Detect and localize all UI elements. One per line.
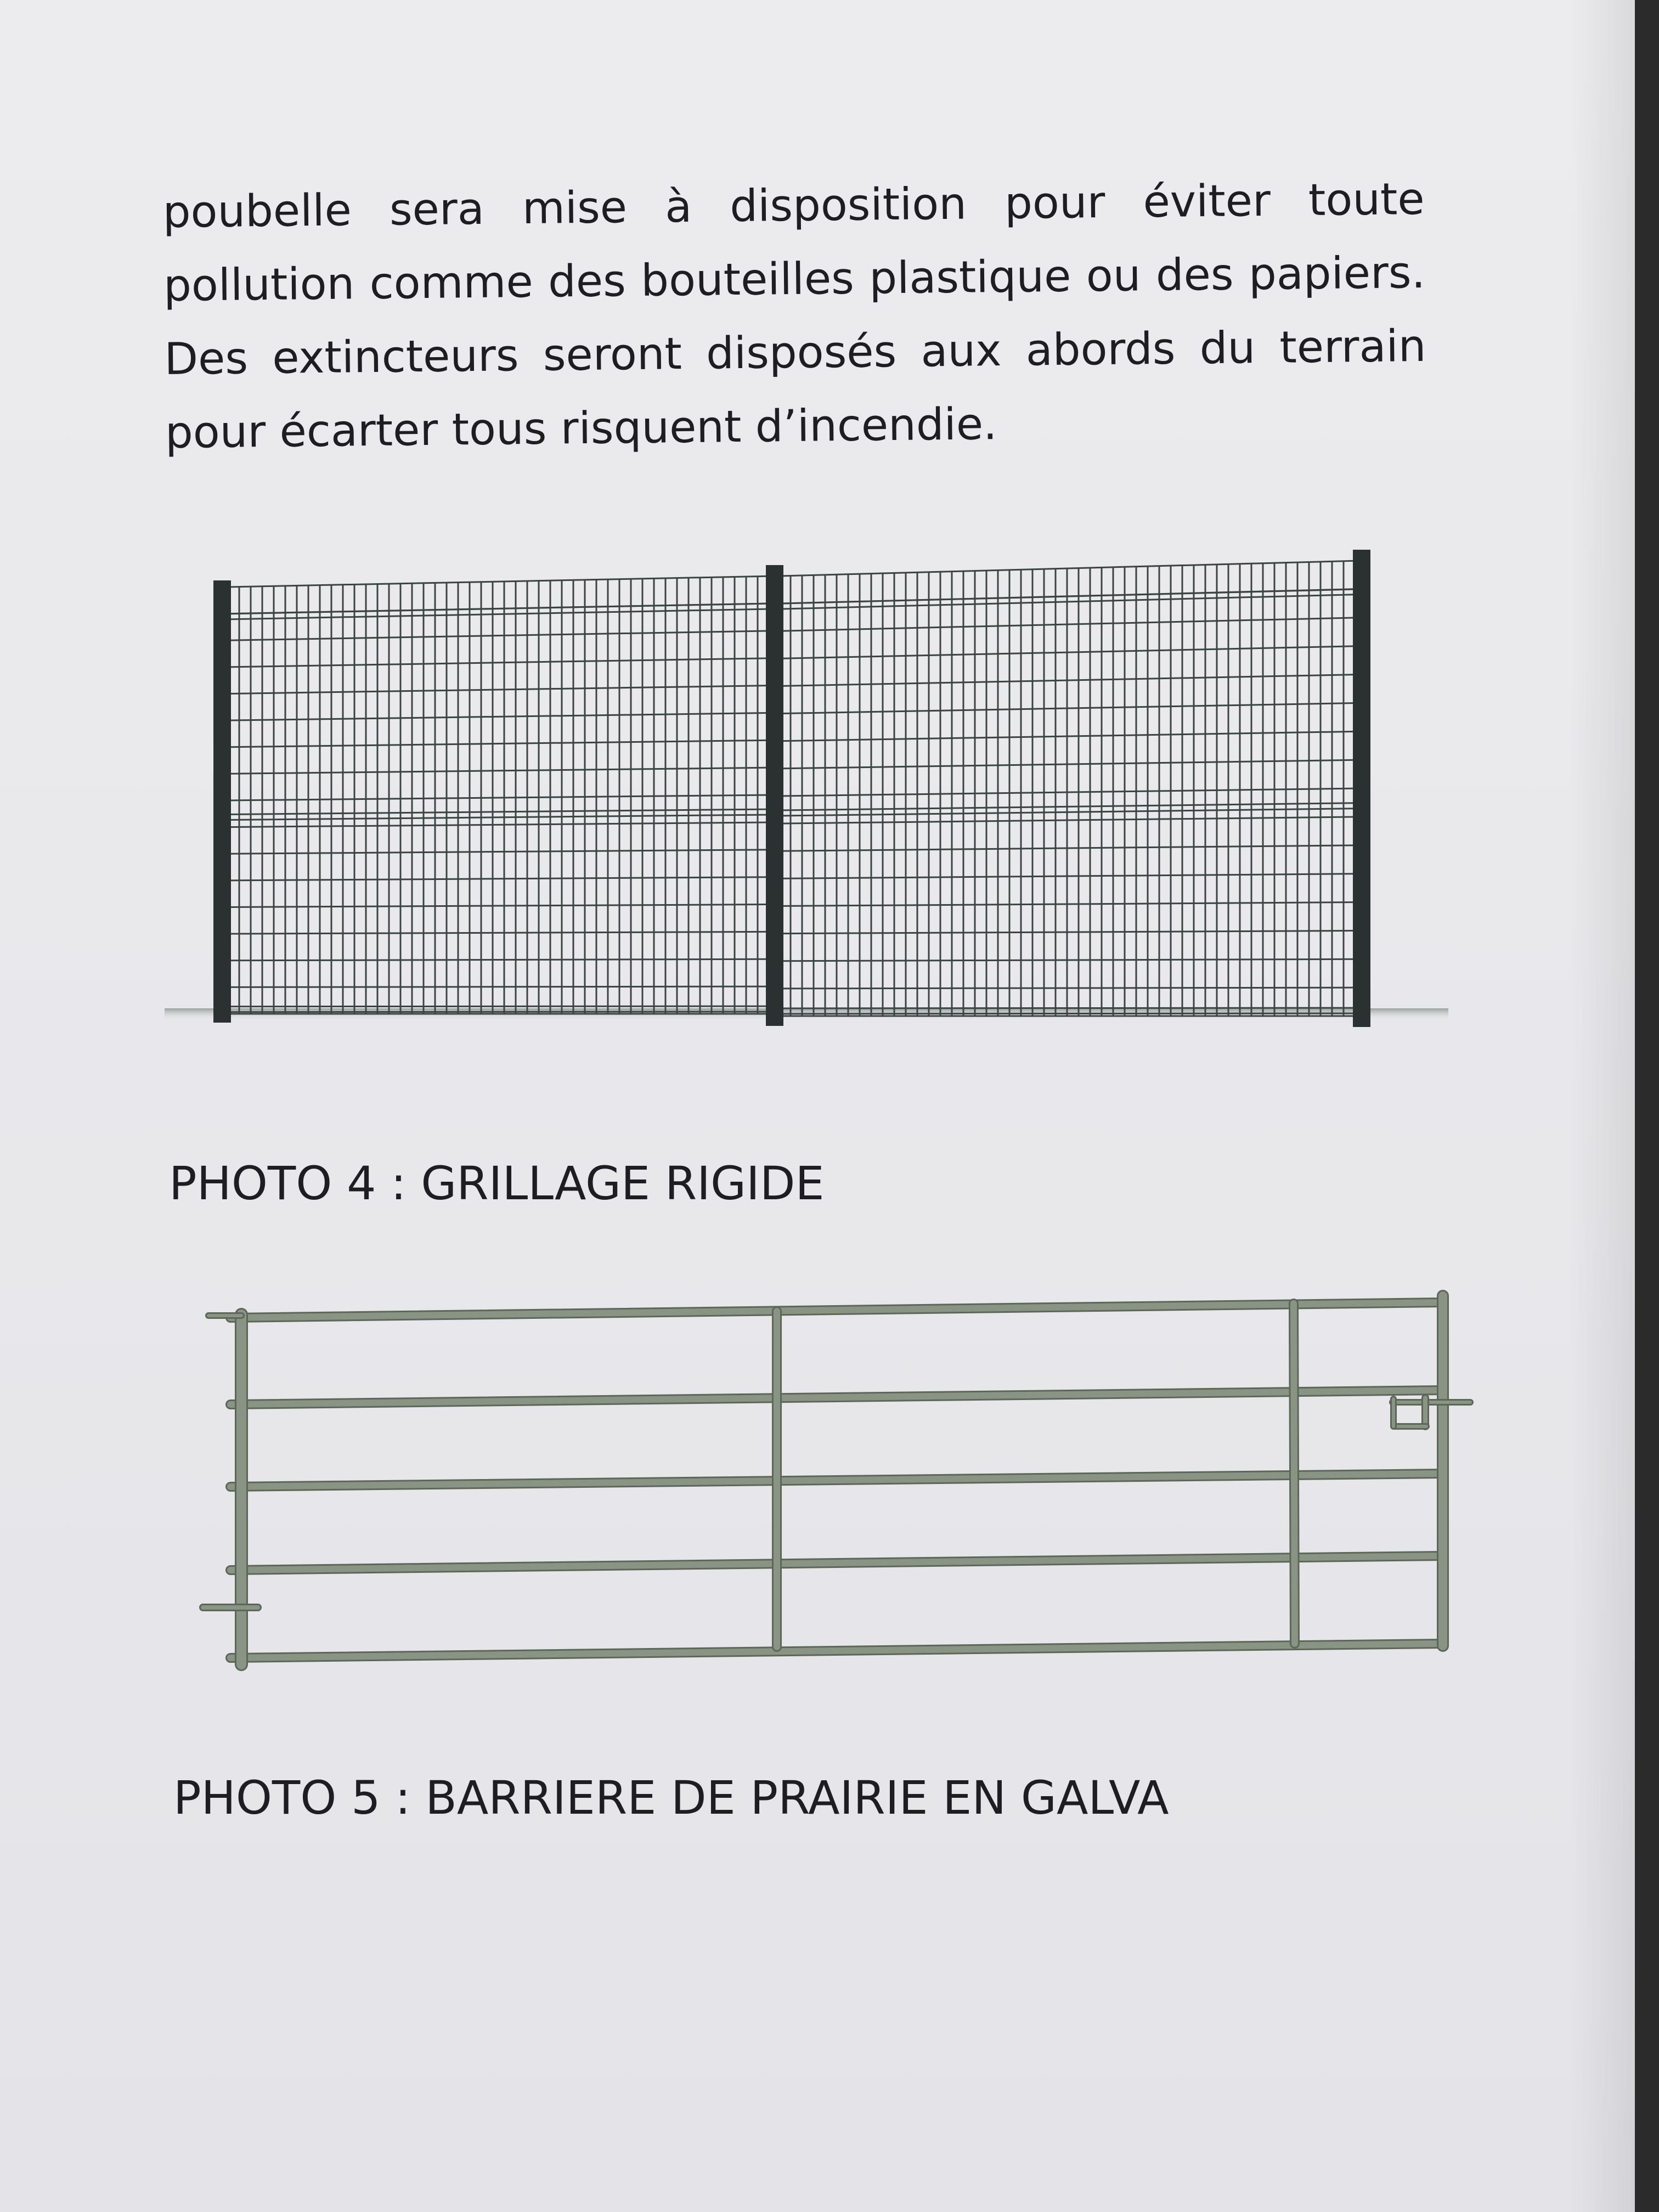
fence-illustration (165, 538, 1448, 1042)
body-paragraph: poubelle sera mise à disposition pour éviter toute pollution comme des bouteilles plastique ou des papiers. Des extincteurs seront disposés aux abords du terrain pour écarter tous risquent d’incendie. (162, 173, 1426, 458)
figure-5-caption: PHOTO 5 : BARRIERE DE PRAIRIE EN GALVA (173, 1771, 1169, 1825)
gate-bars (203, 1296, 1470, 1664)
figure-4-caption: PHOTO 4 : GRILLAGE RIGIDE (169, 1156, 825, 1210)
gate-illustration (198, 1289, 1492, 1684)
page-edge-shadow (1569, 0, 1635, 2212)
fence-mesh (228, 561, 1359, 1016)
